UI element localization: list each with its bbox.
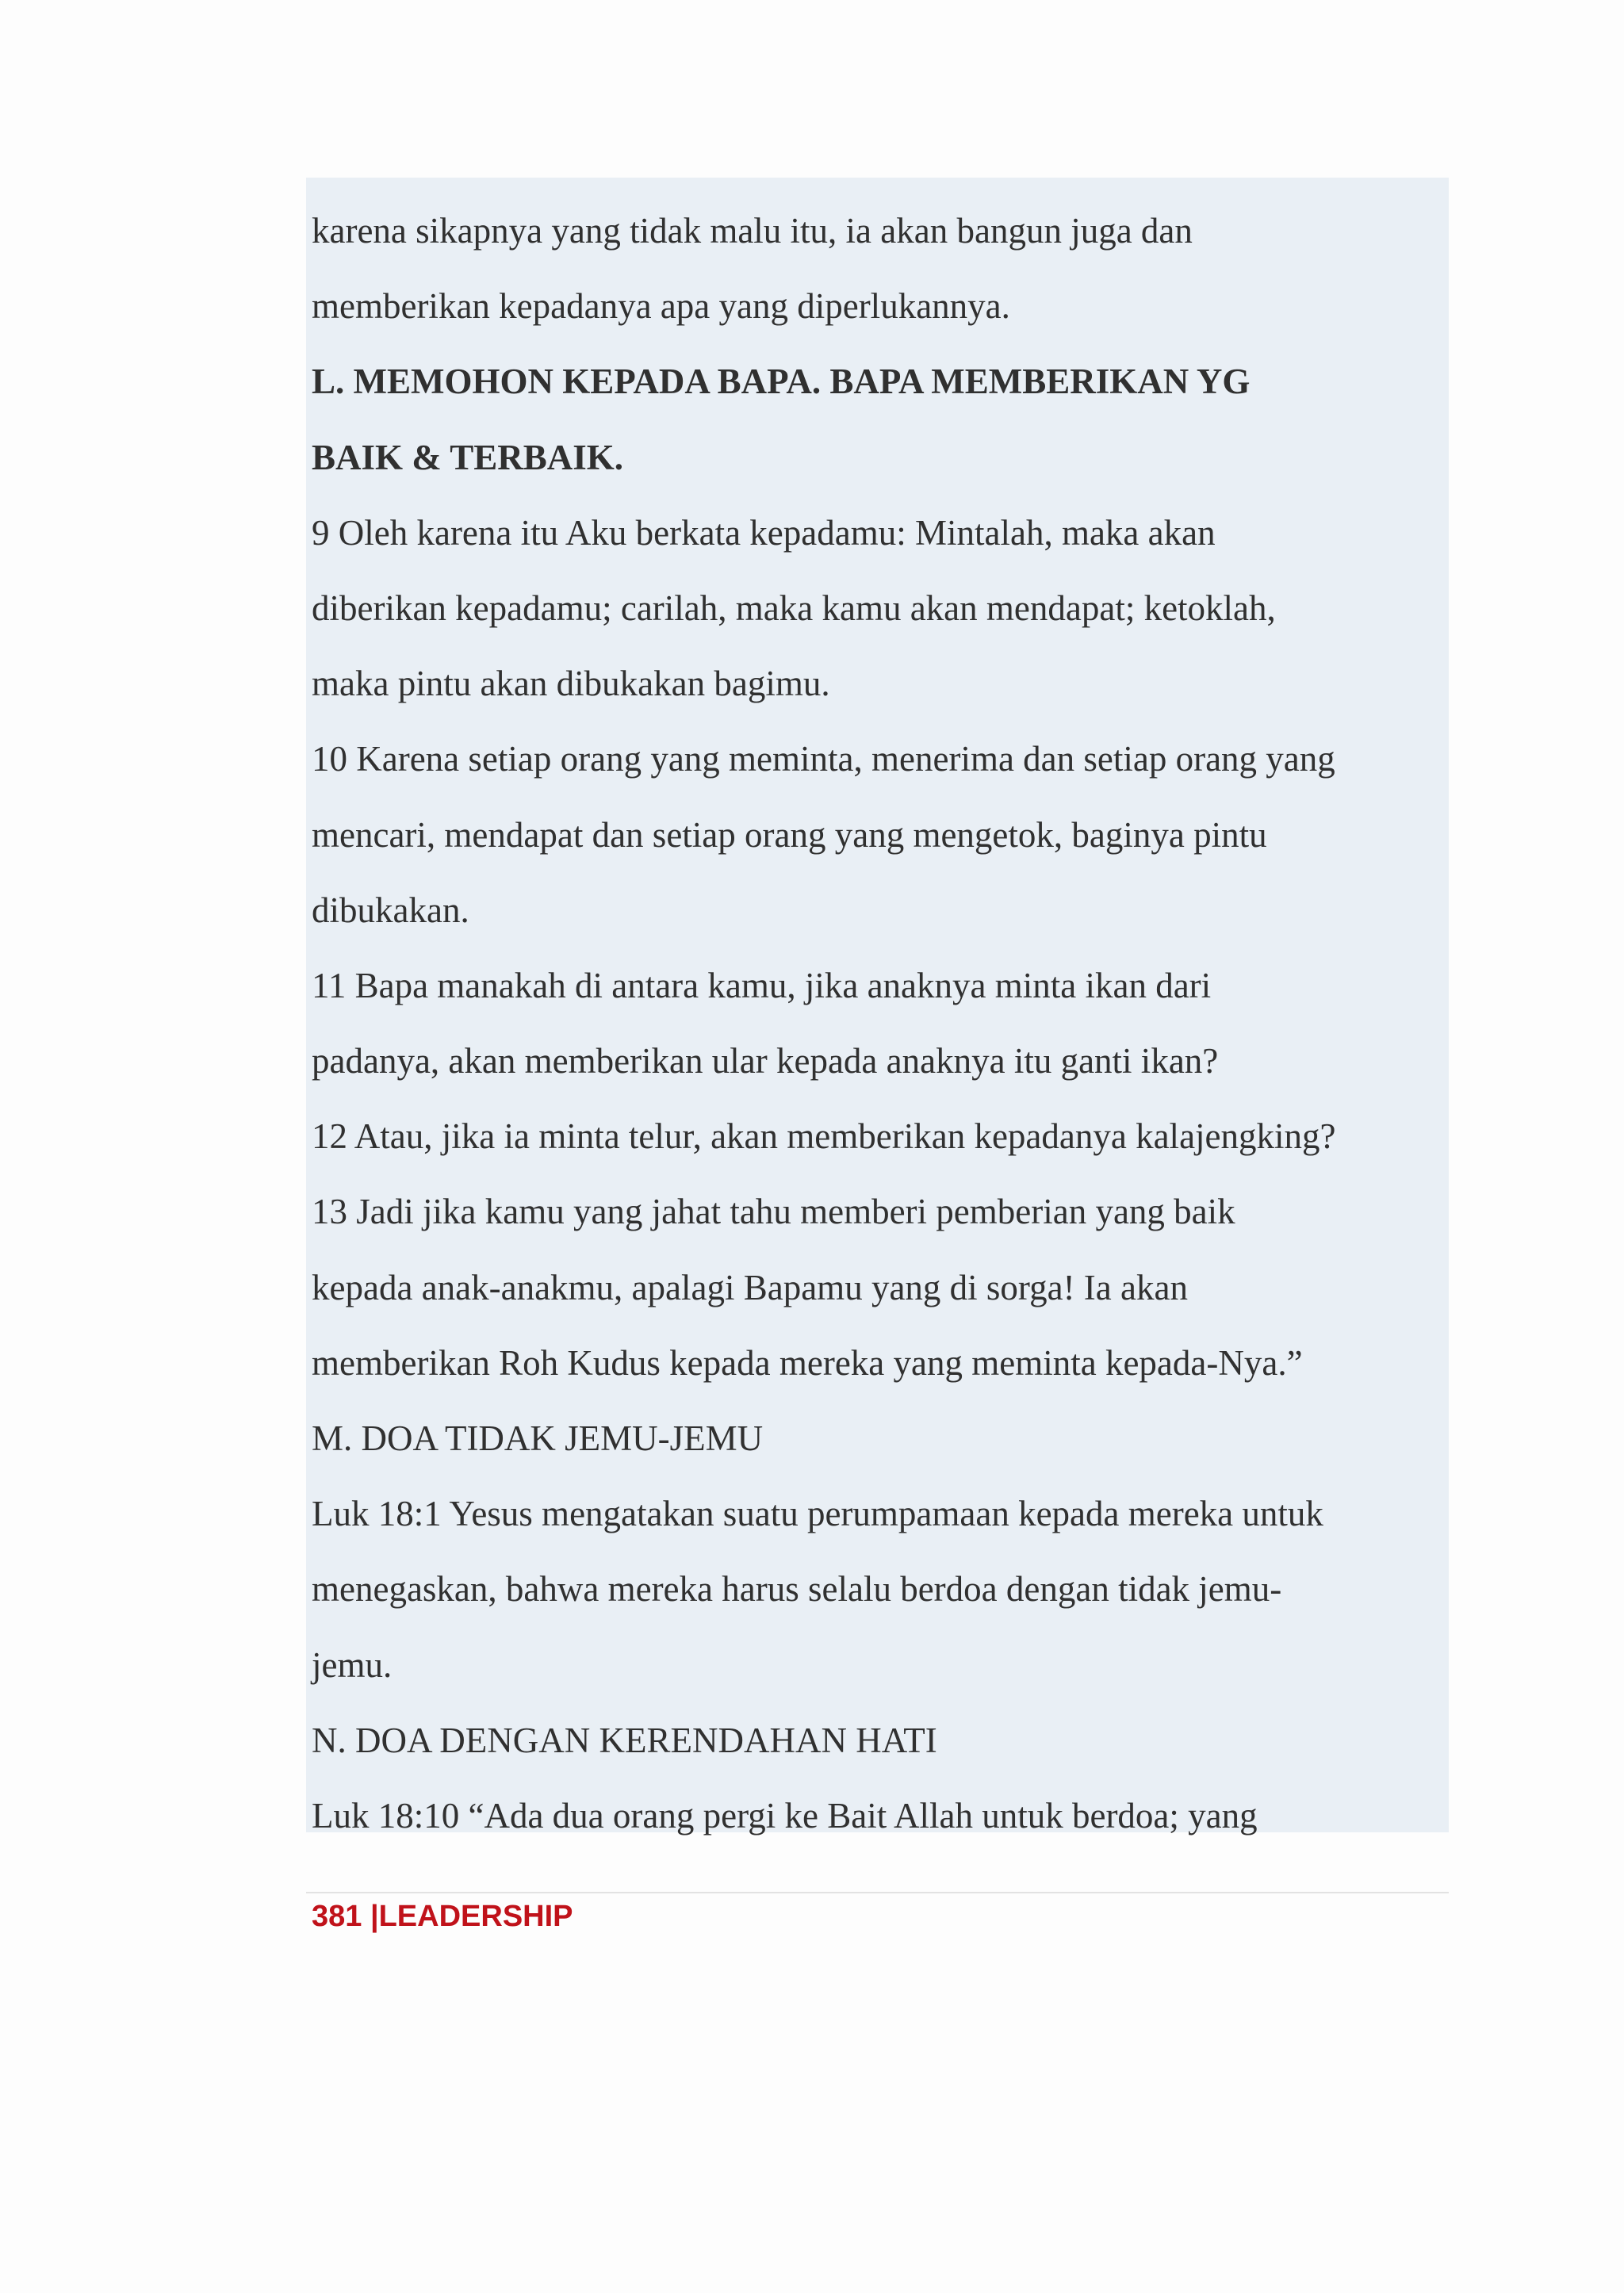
body-line: jemu. (312, 1644, 393, 1685)
body-line: diberikan kepadamu; carilah, maka kamu akan mendapat; ketoklah, (312, 588, 1276, 628)
verse-luk-18-10: Luk 18:10 “Ada dua orang pergi ke Bait Allah untuk berdoa; yang (312, 1795, 1258, 1836)
body-line: maka pintu akan dibukakan bagimu. (312, 664, 830, 704)
body-line: menegaskan, bahwa mereka harus selalu berdoa dengan tidak jemu- (312, 1569, 1282, 1610)
body-text (312, 193, 1454, 1854)
body-line: padanya, akan memberikan ular kepada anaknya itu ganti ikan? (312, 1041, 1219, 1081)
verse-12: 12 Atau, jika ia minta telur, akan memberikan kepadanya kalajengking? (312, 1116, 1336, 1157)
section-heading-l-continued: BAIK & TERBAIK. (312, 437, 624, 477)
body-line: karena sikapnya yang tidak malu itu, ia akan bangun juga dan (312, 211, 1193, 251)
verse-luk-18-1: Luk 18:1 Yesus mengatakan suatu perumpamaan kepada mereka untuk (312, 1494, 1323, 1534)
verse-11: 11 Bapa manakah di antara kamu, jika anaknya minta ikan dari (312, 965, 1212, 1005)
body-line: memberikan kepadanya apa yang diperlukannya. (312, 286, 1010, 327)
body-line: memberikan Roh Kudus kepada mereka yang meminta kepada-Nya.” (312, 1342, 1303, 1383)
body-line: mencari, mendapat dan setiap orang yang mengetok, baginya pintu (312, 814, 1267, 855)
verse-13: 13 Jadi jika kamu yang jahat tahu memberi pemberian yang baik (312, 1192, 1235, 1232)
section-heading-l: L. MEMOHON KEPADA BAPA. BAPA MEMBERIKAN YG (312, 362, 1251, 402)
section-heading-n: N. DOA DENGAN KERENDAHAN HATI (312, 1720, 937, 1760)
section-heading-m: M. DOA TIDAK JEMU-JEMU (312, 1418, 764, 1458)
verse-10: 10 Karena setiap orang yang meminta, menerima dan setiap orang yang (312, 739, 1335, 779)
footer-divider (306, 1892, 1449, 1893)
verse-9: 9 Oleh karena itu Aku berkata kepadamu: Mintalah, maka akan (312, 512, 1216, 553)
page-footer: 381 |LEADERSHIP (312, 1900, 573, 1933)
body-line: dibukakan. (312, 890, 469, 930)
body-line: kepada anak-anakmu, apalagi Bapamu yang di sorga! Ia akan (312, 1267, 1188, 1307)
